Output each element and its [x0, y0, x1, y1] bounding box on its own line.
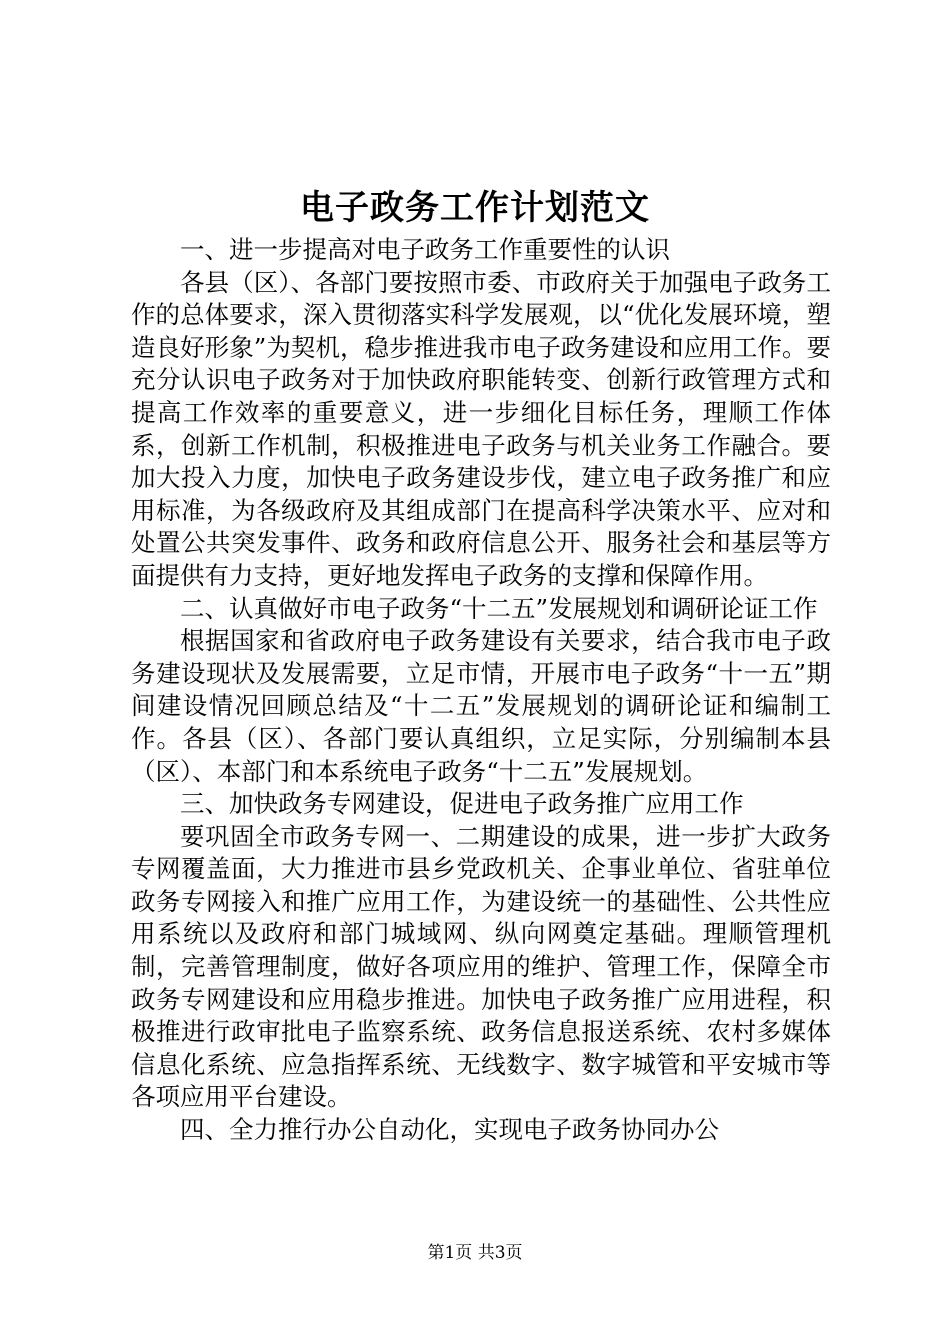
paragraph-1: 各县（区）、各部门要按照市委、市政府关于加强电子政务工作的总体要求，深入贯彻落实科学发展观，以“优化发展环境，塑造良好形象”为契机，稳步推进我市电子政务建设和应用工作。要充分认识电子政务对于加快政府职能转变、创新行政管理方式和提高工作效率的重要意义，进一步细化目标任务，理顺工作体系，创新工作机制，积极推进电子政务与机关业务工作融合。要加大投入力度，加快电子政务建设步伐，建立电子政务推广和应用标准，为各级政府及其组成部门在提高科学决策水平、应对和处置公共突发事件、政务和政府信息公开、服务社会和基层等方面提供有力支持，更好地发挥电子政务的支撑和保障作用。 — [131, 267, 831, 590]
document-title: 电子政务工作计划范文 — [300, 188, 650, 228]
document-body — [131, 234, 831, 1147]
section-heading-1: 一、进一步提高对电子政务工作重要性的认识 — [180, 235, 670, 264]
paragraph-3: 要巩固全市政务专网一、二期建设的成果，进一步扩大政务专网覆盖面，大力推进市县乡党政机关、企事业单位、省驻单位政务专网接入和推广应用工作，为建设统一的基础性、公共性应用系统以及政府和部门城域网、纵向网奠定基础。理顺管理机制，完善管理制度，做好各项应用的维护、管理工作，保障全市政务专网建设和应用稳步推进。加快电子政务推广应用进程，积极推进行政审批电子监察系统、政务信息报送系统、农村多媒体信息化系统、应急指挥系统、无线数字、数字城管和平安城市等各项应用平台建设。 — [131, 821, 831, 1112]
section-heading-4: 四、全力推行办公自动化，实现电子政务协同办公 — [180, 1115, 719, 1145]
paragraph-2: 根据国家和省政府电子政务建设有关要求，结合我市电子政务建设现状及发展需要，立足市情，开展市电子政务“十一五”期间建设情况回顾总结及“十二五”发展规划的调研论证和编制工作。各县（区）、各部门要认真组织，立足实际，分别编制本县（区）、本部门和本系统电子政务“十二五”发展规划。 — [131, 626, 831, 786]
section-heading-3: 三、加快政务专网建设，促进电子政务推广应用工作 — [180, 789, 744, 819]
section-heading-2: 二、认真做好市电子政务“十二五”发展规划和调研论证工作 — [180, 593, 818, 623]
page-footer: 第1页 共3页 — [427, 1243, 523, 1263]
